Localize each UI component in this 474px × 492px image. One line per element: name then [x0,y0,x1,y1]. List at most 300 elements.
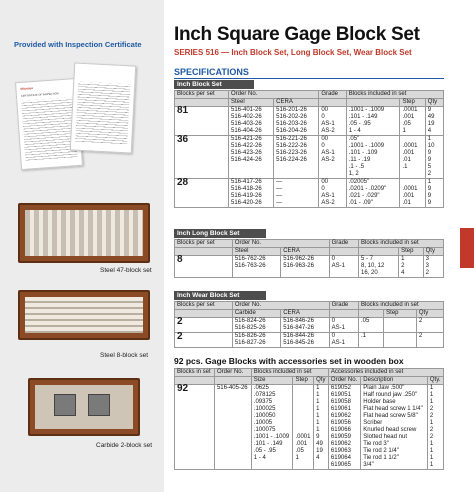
carbide-block [54,394,76,416]
size-cell [251,462,293,470]
order-no-steel-cell: 516-404-26 [229,128,274,136]
qty-cell: 10 [425,143,443,150]
accessory-order-no-cell: 619064 [328,455,360,462]
size-cell: 1 - 4 [251,455,293,462]
accessory-description-cell: Scriber [361,420,428,427]
series-subtitle: SERIES 516 — Inch Block Set, Long Block Set, Wear Block Set [174,48,412,57]
order-no-cell [214,420,251,427]
blocks-included-cell: .0201 - .0209" [346,186,400,193]
step-cell: 1 [400,128,425,136]
order-no-steel-cell: 516-401-26 [229,107,274,115]
accessory-qty-cell: 1 [427,399,443,406]
col-header-grade: Grade [329,240,358,248]
col-subheader: Step [384,310,417,318]
order-no-cera-cell: 516-203-26 [274,121,319,128]
blocks-included-cell: .01 - .09" [346,200,400,208]
table-row [175,164,444,171]
blocks-in-set-cell [175,406,215,413]
step-cell [293,399,314,406]
col-subheader: Steel [229,99,274,107]
col-header-blocks-included: Blocks included in set [358,240,443,248]
col-subheader: Carbide [232,310,280,318]
accessory-order-no-cell: 619062 [328,413,360,420]
table-row [175,340,444,348]
accessory-qty-cell: 1 [427,441,443,448]
step-cell: .001 [400,193,425,200]
accessory-order-no-cell: 619059 [328,434,360,441]
table-row [175,263,444,270]
order-no-cera-cell [274,164,319,171]
col-header-order-no: Order No. [232,240,329,248]
blocks-included-cell: .11 - .19 [346,157,400,164]
table-row [175,179,444,187]
table-row [175,200,444,208]
order-no-cera-cell [281,270,329,278]
col-subheader: Step [400,99,425,107]
accessory-qty-cell: 1 [427,392,443,399]
step-cell: 4 [399,270,424,278]
order-no-cell [214,448,251,455]
specifications-heading: SPECIFICATIONS [174,67,249,77]
col-subheader [358,248,398,256]
accessory-qty-cell: 2 [427,434,443,441]
grade-cell: AS-2 [319,157,346,164]
step-cell [293,392,314,399]
inch-long-block-set-table [174,239,444,278]
col-subheader: Description [361,377,428,385]
col-subheader [319,99,346,107]
grade-cell: AS-1 [319,121,346,128]
blocks-per-set-cell [175,200,229,208]
blocks-in-set-cell [175,427,215,434]
accessory-description-cell: Knurled head screw [361,427,428,434]
col-header-order-no: Order No. [229,91,319,99]
order-no-cera-cell: 516-847-26 [281,325,329,333]
grade-cell: 00 [319,136,346,144]
qty-cell: 9 [425,186,443,193]
col-subheader: CERA [274,99,319,107]
col-header-blocks-per-set: Blocks per set [175,302,233,310]
table-row [175,150,444,157]
step-cell: .0001 [400,143,425,150]
blocks-per-set-cell [175,150,229,157]
qty-cell: 5 [425,164,443,171]
table-row [175,186,444,193]
qty-cell: 1 [314,385,329,393]
qty-cell: 9 [425,200,443,208]
qty-cell: 1 [425,136,443,144]
qty-cell: 3 [423,263,443,270]
table-row [175,427,444,434]
accessory-description-cell: Tie rod 3" [361,441,428,448]
col-subheader [346,99,400,107]
step-cell [384,333,417,341]
order-no-steel-cell [232,270,280,278]
col-subheader: Step [399,248,424,256]
order-no-steel-cell: 516-422-26 [229,143,274,150]
grade-cell: AS-1 [329,263,358,270]
inspection-certificate-image-2 [70,62,137,153]
grade-cell: 0 [319,114,346,121]
certificate-brand: Mitutoyo [20,86,34,91]
qty-cell: 2 [423,270,443,278]
order-no-cera-cell: 516-222-26 [274,143,319,150]
order-no-steel-cell: 516-424-26 [229,157,274,164]
qty-cell: 1 [314,399,329,406]
blocks-in-set-cell [175,420,215,427]
blocks-in-set-cell [175,434,215,441]
inch-wear-block-set-table [174,301,444,348]
qty-cell: 2 [416,318,443,326]
inch-wear-block-set-heading: Inch Wear Block Set [174,291,266,300]
grade-cell: 0 [329,318,358,326]
col-subheader: Step [293,377,314,385]
order-no-cera-cell: — [274,200,319,208]
inch-block-set-heading: Inch Block Set [174,80,254,89]
certificate-lines [75,82,130,145]
order-no-cell [214,462,251,470]
col-subheader: Qty. [427,377,443,385]
qty-cell: 1 [425,179,443,187]
qty-cell: 19 [425,121,443,128]
blocks-in-set-cell [175,399,215,406]
carbide-2-block-case-image [28,378,140,436]
caption-8-block: Steel 8-block set [100,352,149,359]
step-cell [293,420,314,427]
qty-cell: 1 [314,413,329,420]
order-no-cell [214,441,251,448]
order-no-cell [214,434,251,441]
col-header-grade: Grade [319,91,346,99]
blocks-included-cell: .1 [358,333,383,341]
col-subheader: Order No. [328,377,360,385]
size-cell: .100050 [251,413,293,420]
grade-cell: AS-1 [329,340,358,348]
accessory-qty-cell: 2 [427,413,443,420]
blocks-included-cell: 8, 10, 12 [358,263,398,270]
blocks-in-set-cell [175,455,215,462]
blocks-included-cell: 16, 20 [358,270,398,278]
order-no-cell [214,455,251,462]
blocks-per-set-cell [175,270,233,278]
caption-2-block: Carbide 2-block set [96,442,152,449]
table-row [175,121,444,128]
col-subheader: Qty [314,377,329,385]
accessory-qty-cell: 1 [427,448,443,455]
col-header-blocks-included: Blocks included in set [358,302,443,310]
qty-cell: 1 [314,427,329,434]
col-subheader [175,248,233,256]
step-cell [384,340,417,348]
blocks-included-cell [358,325,383,333]
accessory-description-cell: Half round jaw .250" [361,392,428,399]
size-cell: .100075 [251,427,293,434]
qty-cell: 49 [314,441,329,448]
table-row [175,107,444,115]
order-no-cell [214,392,251,399]
qty-cell: 9 [425,107,443,115]
accessory-description-cell: Slotted head nut [361,434,428,441]
blocks-per-set-cell: 36 [175,136,229,144]
order-no-steel-cell: 516-421-26 [229,136,274,144]
grade-cell: AS-1 [319,193,346,200]
qty-cell [314,462,329,470]
blocks-in-set-cell [175,441,215,448]
blocks-per-set-cell [175,157,229,164]
col-subheader: Size [251,377,293,385]
col-header-blocks-included: Blocks included in set [251,369,328,377]
qty-cell: 9 [425,193,443,200]
step-cell: .1 [400,164,425,171]
table-row [175,455,444,462]
step-cell: .0001 [400,107,425,115]
accessory-qty-cell: 1 [427,455,443,462]
table-row [175,171,444,179]
order-no-steel-cell: 516-763-26 [232,263,280,270]
blocks-per-set-cell: 2 [175,333,233,341]
blocks-included-cell: .021 - .029" [346,193,400,200]
blocks-per-set-cell [175,164,229,171]
col-header-order-no: Order No. [214,369,251,377]
table-row [175,318,444,326]
col-subheader: Steel [232,248,280,256]
blocks-included-cell: .02005" [346,179,400,187]
order-no-steel-cell: 516-419-26 [229,193,274,200]
order-no-steel-cell: 516-420-26 [229,200,274,208]
table-row [175,399,444,406]
table-row [175,333,444,341]
accessory-description-cell: Flat head screw 1 1/4" [361,406,428,413]
blocks-in-set-cell: 92 [175,385,215,393]
order-no-cera-cell: 516-845-26 [281,340,329,348]
col-header-grade: Grade [329,302,358,310]
accessory-description-cell: Plain Jaw .500" [361,385,428,393]
col-subheader: Qty [425,99,443,107]
accessory-order-no-cell: 619056 [328,420,360,427]
order-no-cell [214,427,251,434]
grade-cell: AS-2 [319,128,346,136]
step-cell: .01 [400,157,425,164]
table-row [175,462,444,470]
step-cell [384,325,417,333]
accessory-set-table [174,368,444,470]
table-row [175,157,444,164]
order-no-cera-cell: 516-201-26 [274,107,319,115]
order-no-cera-cell: 516-223-26 [274,150,319,157]
grade-cell: AS-1 [329,325,358,333]
specifications-rule [174,78,444,79]
col-header-blocks-per-set: Blocks per set [175,91,229,99]
step-cell: .001 [293,441,314,448]
table-row [175,136,444,144]
size-cell: .100025 [251,406,293,413]
step-cell: .0001 [400,186,425,193]
qty-cell: 49 [425,114,443,121]
qty-cell: 9 [425,150,443,157]
table-row [175,385,444,393]
accessory-qty-cell: 1 [427,420,443,427]
blocks-included-cell: .1 - .5 [346,164,400,171]
steel-8-block-case-image [18,290,150,340]
table-row [175,193,444,200]
blocks-included-cell: .05 - .95 [346,121,400,128]
order-no-cera-cell: 516-963-26 [281,263,329,270]
table-row [175,413,444,420]
step-cell [400,179,425,187]
qty-cell: 19 [314,448,329,455]
step-cell [293,413,314,420]
grade-cell: 00 [319,107,346,115]
order-no-cell [214,413,251,420]
qty-cell: 2 [425,171,443,179]
inch-long-block-set-heading: Inch Long Block Set [174,229,266,238]
size-cell: .09375 [251,399,293,406]
order-no-cell: 516-405-26 [214,385,251,393]
order-no-cell [214,399,251,406]
step-cell: 1 [293,455,314,462]
step-cell: 2 [399,263,424,270]
size-cell: .101 - .149 [251,441,293,448]
order-no-carbide-cell: 516-824-26 [232,318,280,326]
step-cell: 1 [399,256,424,264]
blocks-included-cell: 1 - 4 [346,128,400,136]
accessory-description-cell: 3/4" [361,462,428,470]
order-no-carbide-cell: 516-826-26 [232,333,280,341]
blocks-per-set-cell [175,263,233,270]
certificate-title: CERTIFICATE OF INSPECTION [20,92,59,98]
step-cell: .01 [400,200,425,208]
grade-cell: AS-1 [319,150,346,157]
order-no-cera-cell: 516-846-26 [281,318,329,326]
order-no-carbide-cell: 516-825-26 [232,325,280,333]
col-header-blocks-in-set: Blocks in set [175,369,215,377]
size-cell: .078125 [251,392,293,399]
table-row [175,448,444,455]
table-row [175,441,444,448]
col-subheader [329,310,358,318]
col-subheader [329,248,358,256]
blocks-per-set-cell: 2 [175,318,233,326]
accessory-order-no-cell: 619062 [328,441,360,448]
grade-cell [329,270,358,278]
order-no-steel-cell: 516-423-26 [229,150,274,157]
accessory-description-cell: Tie rod 1 1/2" [361,455,428,462]
step-cell [400,136,425,144]
qty-cell: 4 [425,128,443,136]
table-row [175,256,444,264]
table-row [175,143,444,150]
order-no-cera-cell: 516-844-26 [281,333,329,341]
order-no-steel-cell [229,164,274,171]
accessory-order-no-cell: 619065 [328,462,360,470]
grade-cell [319,171,346,179]
table-row [175,420,444,427]
inch-block-set-table [174,90,444,208]
order-no-cera-cell: 516-204-26 [274,128,319,136]
order-no-cera-cell: — [274,193,319,200]
col-subheader: CERA [281,310,329,318]
blocks-included-cell: 5 - 7 [358,256,398,264]
order-no-cell [214,406,251,413]
caption-47-block: Steel 47-block set [100,267,152,274]
order-no-cera-cell: 516-202-26 [274,114,319,121]
order-no-steel-cell [229,171,274,179]
accessory-qty-cell: 2 [427,427,443,434]
col-subheader: CERA [281,248,329,256]
table-row [175,270,444,278]
table-row [175,406,444,413]
order-no-cera-cell: 516-962-26 [281,256,329,264]
size-cell: .1001 - .1009 [251,434,293,441]
accessory-qty-cell: 1 [427,385,443,393]
page-title: Inch Square Gage Block Set [174,24,420,45]
accessory-description-cell: Holder base [361,399,428,406]
order-no-cera-cell [274,171,319,179]
blocks-in-set-cell [175,462,215,470]
blocks-in-set-cell [175,448,215,455]
blocks-included-cell [358,340,383,348]
accessory-order-no-cell: 619066 [328,427,360,434]
qty-cell: 1 [314,420,329,427]
blocks-included-cell: .1001 - .1009 [346,143,400,150]
accessory-order-no-cell: 619058 [328,399,360,406]
step-cell [293,462,314,470]
table-row [175,434,444,441]
step-cell: .0001 [293,434,314,441]
grade-cell [319,164,346,171]
accessory-qty-cell: 1 [427,462,443,470]
grade-cell: 0 [329,333,358,341]
step-cell: .001 [400,150,425,157]
table-row [175,128,444,136]
order-no-steel-cell: 516-403-26 [229,121,274,128]
accessory-description-cell: Flat head screw 5/8" [361,413,428,420]
blocks-per-set-cell: 8 [175,256,233,264]
grade-cell: 0 [319,186,346,193]
qty-cell: 9 [425,157,443,164]
col-header-blocks-per-set: Blocks per set [175,240,233,248]
blocks-included-cell: .05 [358,318,383,326]
step-cell: .001 [400,114,425,121]
col-subheader: Qty [416,310,443,318]
step-cell [293,406,314,413]
order-no-steel-cell: 516-762-26 [232,256,280,264]
col-subheader [175,310,233,318]
table-row [175,325,444,333]
accessory-order-no-cell: 619051 [328,392,360,399]
blocks-included-cell: .101 - .149 [346,114,400,121]
col-header-blocks-included: Blocks included in set [346,91,443,99]
accessory-set-heading: 92 pcs. Gage Blocks with accessories set in wooden box [174,356,404,366]
left-sidebar [0,0,164,492]
qty-cell [416,325,443,333]
col-subheader [214,377,251,385]
step-cell [293,385,314,393]
order-no-cera-cell: — [274,186,319,193]
certificate-lines [21,97,77,160]
col-subheader: Qty [423,248,443,256]
steel-47-block-case-image [18,203,150,263]
carbide-block [88,394,110,416]
size-cell: .05 - .95 [251,448,293,455]
accessory-order-no-cell: 619063 [328,448,360,455]
step-cell [293,427,314,434]
blocks-per-set-cell [175,325,233,333]
accessory-order-no-cell: 619061 [328,406,360,413]
certificate-caption: Provided with Inspection Certificate [14,40,142,49]
qty-cell [416,340,443,348]
grade-cell: 0 [319,143,346,150]
